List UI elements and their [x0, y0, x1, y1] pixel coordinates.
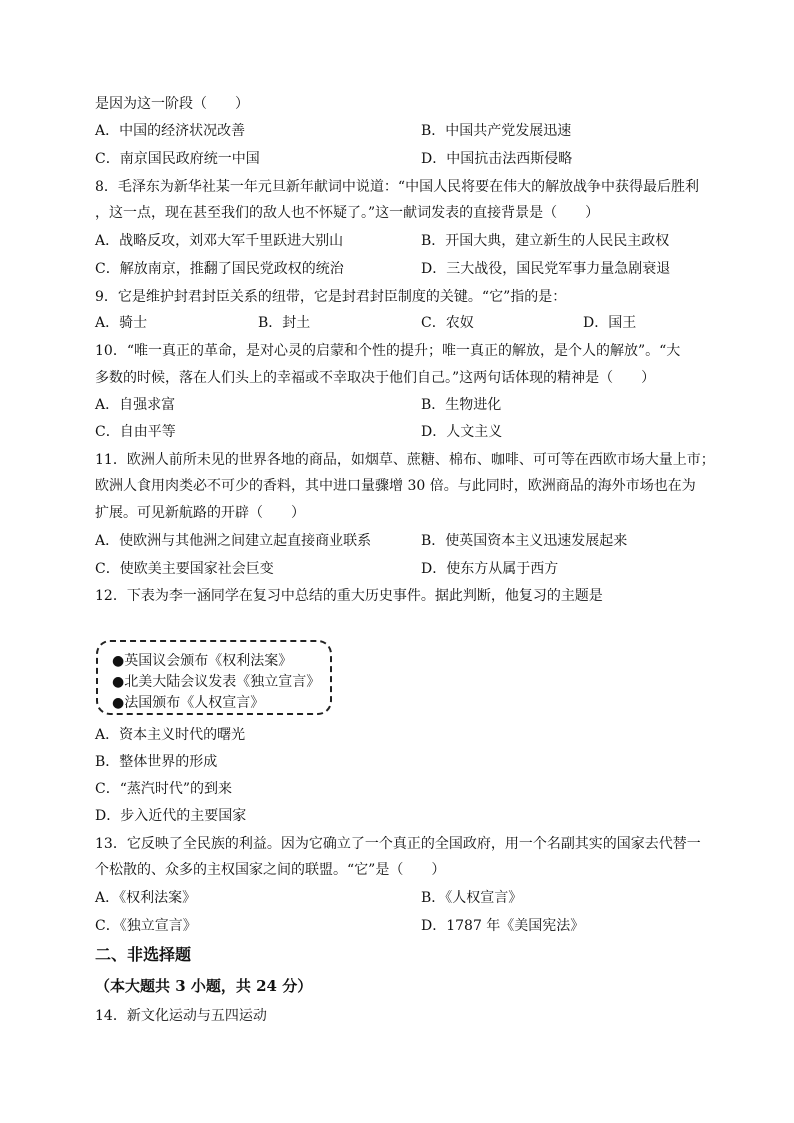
events-summary-box [96, 640, 332, 715]
event-declaration-of-rights-of-man: ●法国颁布《人权宣言》 [112, 695, 265, 711]
q13-option-c: C．《独立宣言》 [95, 918, 197, 934]
section-2-subheading: （本大题共 3 小题，共 24 分） [95, 977, 313, 995]
question-7-stem-end: 是因为这一阶段（ ） [95, 96, 249, 112]
q12-option-c: C．“蒸汽时代”的到来 [95, 781, 233, 797]
question-13-line-1: 13．它反映了全民族的利益。因为它确立了一个真正的全国政府，用一个名副其实的国家去代替一 [95, 836, 701, 852]
q8-option-c: C．解放南京，推翻了国民党政权的统治 [95, 261, 344, 277]
question-8-line-1: 8．毛泽东为新华社某一年元旦新年献词中说道：“中国人民将要在伟大的解放战争中获得最后胜利 [95, 179, 700, 195]
question-13-line-2: 个松散的、众多的主权国家之间的联盟。“它”是（ ） [95, 862, 446, 878]
q10-option-b: B．生物进化 [421, 397, 502, 413]
question-9: 9．它是维护封君封臣关系的纽带，它是封君封臣制度的关键。“它”指的是： [95, 289, 567, 305]
q9-option-a: A．骑士 [95, 315, 148, 331]
question-10-line-2: 多数的时候，落在人们头上的幸福或不幸取决于他们自己。”这两句话体现的精神是（ ） [95, 370, 656, 386]
q12-option-b: B．整体世界的形成 [95, 754, 218, 770]
q12-option-d: D．步入近代的主要国家 [95, 808, 247, 824]
q10-option-a: A．自强求富 [95, 397, 176, 413]
q11-option-c: C．使欧美主要国家社会巨变 [95, 561, 274, 577]
q13-option-b: B．《人权宣言》 [421, 890, 523, 906]
q7-option-c: C．南京国民政府统一中国 [95, 151, 260, 167]
q7-option-b: B．中国共产党发展迅速 [421, 123, 572, 139]
q13-option-d: D．1787 年《美国宪法》 [421, 918, 585, 934]
q13-option-a: A．《权利法案》 [95, 890, 197, 906]
q9-option-c: C．农奴 [421, 315, 474, 331]
q8-option-d: D．三大战役，国民党军事力量急剧衰退 [421, 261, 671, 277]
question-11-line-1: 11．欧洲人前所未见的世界各地的商品，如烟草、蔗糖、棉布、咖啡、可可等在西欧市场大量上市； [95, 452, 715, 468]
question-8-line-2: ，这一点，现在甚至我们的敌人也不怀疑了。”这一献词发表的直接背景是（ ） [95, 205, 600, 221]
q9-option-d: D．国王 [583, 315, 637, 331]
q11-option-b: B．使英国资本主义迅速发展起来 [421, 533, 628, 549]
question-10-line-1: 10．“唯一真正的革命，是对心灵的启蒙和个性的提升；唯一真正的解放，是个人的解放”。“大 [95, 343, 681, 359]
event-declaration-of-independence: ●北美大陆会议发表《独立宣言》 [112, 674, 321, 690]
q9-option-b: B．封土 [258, 315, 311, 331]
q11-option-a: A．使欧洲与其他洲之间建立起直接商业联系 [95, 533, 372, 549]
q8-option-b: B．开国大典，建立新生的人民民主政权 [421, 233, 670, 249]
q8-option-a: A．战略反攻，刘邓大军千里跃进大别山 [95, 233, 344, 249]
q7-option-d: D．中国抗击法西斯侵略 [421, 151, 573, 167]
question-11-line-2: 欧洲人食用肉类必不可少的香料，其中进口量骤增 30 倍。与此同时，欧洲商品的海外市场也在为 [95, 478, 696, 494]
q12-option-a: A．资本主义时代的曙光 [95, 727, 246, 743]
q7-option-a: A．中国的经济状况改善 [95, 123, 246, 139]
event-bill-of-rights: ●英国议会颁布《权利法案》 [112, 653, 293, 669]
question-12: 12．下表为李一涵同学在复习中总结的重大历史事件。据此判断，他复习的主题是 [95, 588, 603, 604]
question-11-line-3: 扩展。可见新航路的开辟（ ） [95, 505, 305, 521]
section-2-heading: 二、非选择题 [95, 945, 192, 964]
question-14: 14．新文化运动与五四运动 [95, 1008, 267, 1024]
q11-option-d: D．使东方从属于西方 [421, 561, 559, 577]
q10-option-c: C．自由平等 [95, 424, 176, 440]
q10-option-d: D．人文主义 [421, 424, 503, 440]
